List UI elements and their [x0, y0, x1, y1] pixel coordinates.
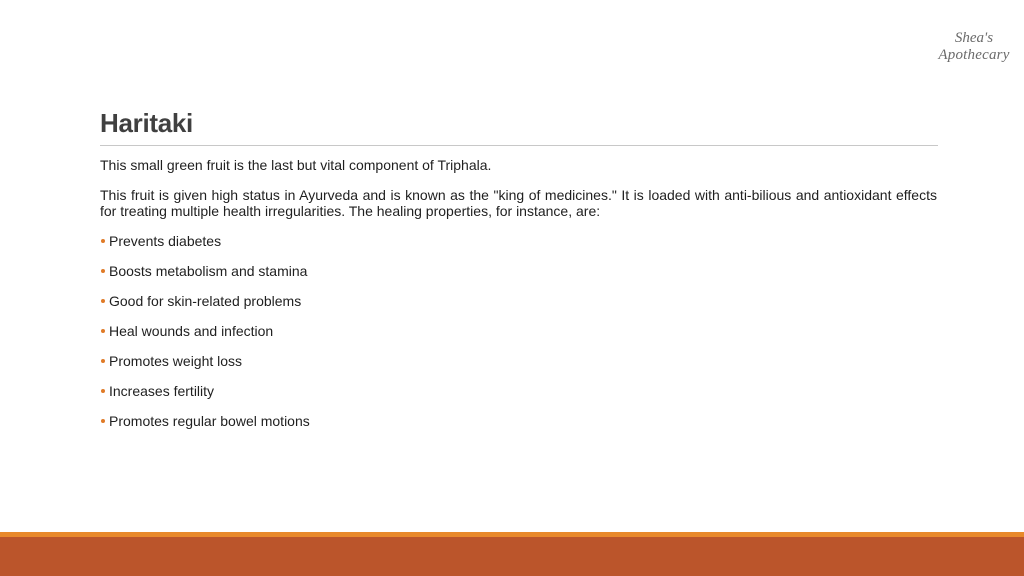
logo-line-1: Shea's [954, 30, 994, 46]
logo-line-2: Apothecary [938, 47, 1010, 63]
intro-paragraph: This small green fruit is the last but vital component of Triphala. [100, 157, 492, 173]
bullet-icon [101, 359, 105, 363]
bullet-icon [101, 239, 105, 243]
description-paragraph: This fruit is given high status in Ayurveda and is known as the "king of medicines." It is loaded with anti-bilious and antioxidant effects for treating multiple health irregularities. The healing properties, for instance, are: [100, 187, 937, 219]
list-item [100, 413, 937, 429]
list-item-text: Boosts metabolism and stamina [109, 263, 308, 279]
benefits-list [100, 233, 937, 429]
bullet-icon [101, 269, 105, 273]
list-item-text: Promotes weight loss [109, 353, 243, 369]
list-item [100, 323, 937, 339]
brand-logo [928, 30, 1020, 64]
list-item-text: Increases fertility [109, 383, 215, 399]
bullet-icon [101, 299, 105, 303]
slide-body [100, 157, 937, 443]
title-divider [100, 145, 938, 146]
footer-bar [0, 537, 1024, 576]
slide-title: Haritaki [100, 108, 193, 138]
list-item-text: Promotes regular bowel motions [109, 413, 310, 429]
list-item [100, 383, 937, 399]
list-item [100, 353, 937, 369]
bullet-icon [101, 329, 105, 333]
list-item-text: Heal wounds and infection [109, 323, 274, 339]
list-item [100, 233, 937, 249]
list-item [100, 263, 937, 279]
list-item-text: Prevents diabetes [109, 233, 222, 249]
bullet-icon [101, 389, 105, 393]
bullet-icon [101, 419, 105, 423]
list-item [100, 293, 937, 309]
list-item-text: Good for skin-related problems [109, 293, 302, 309]
